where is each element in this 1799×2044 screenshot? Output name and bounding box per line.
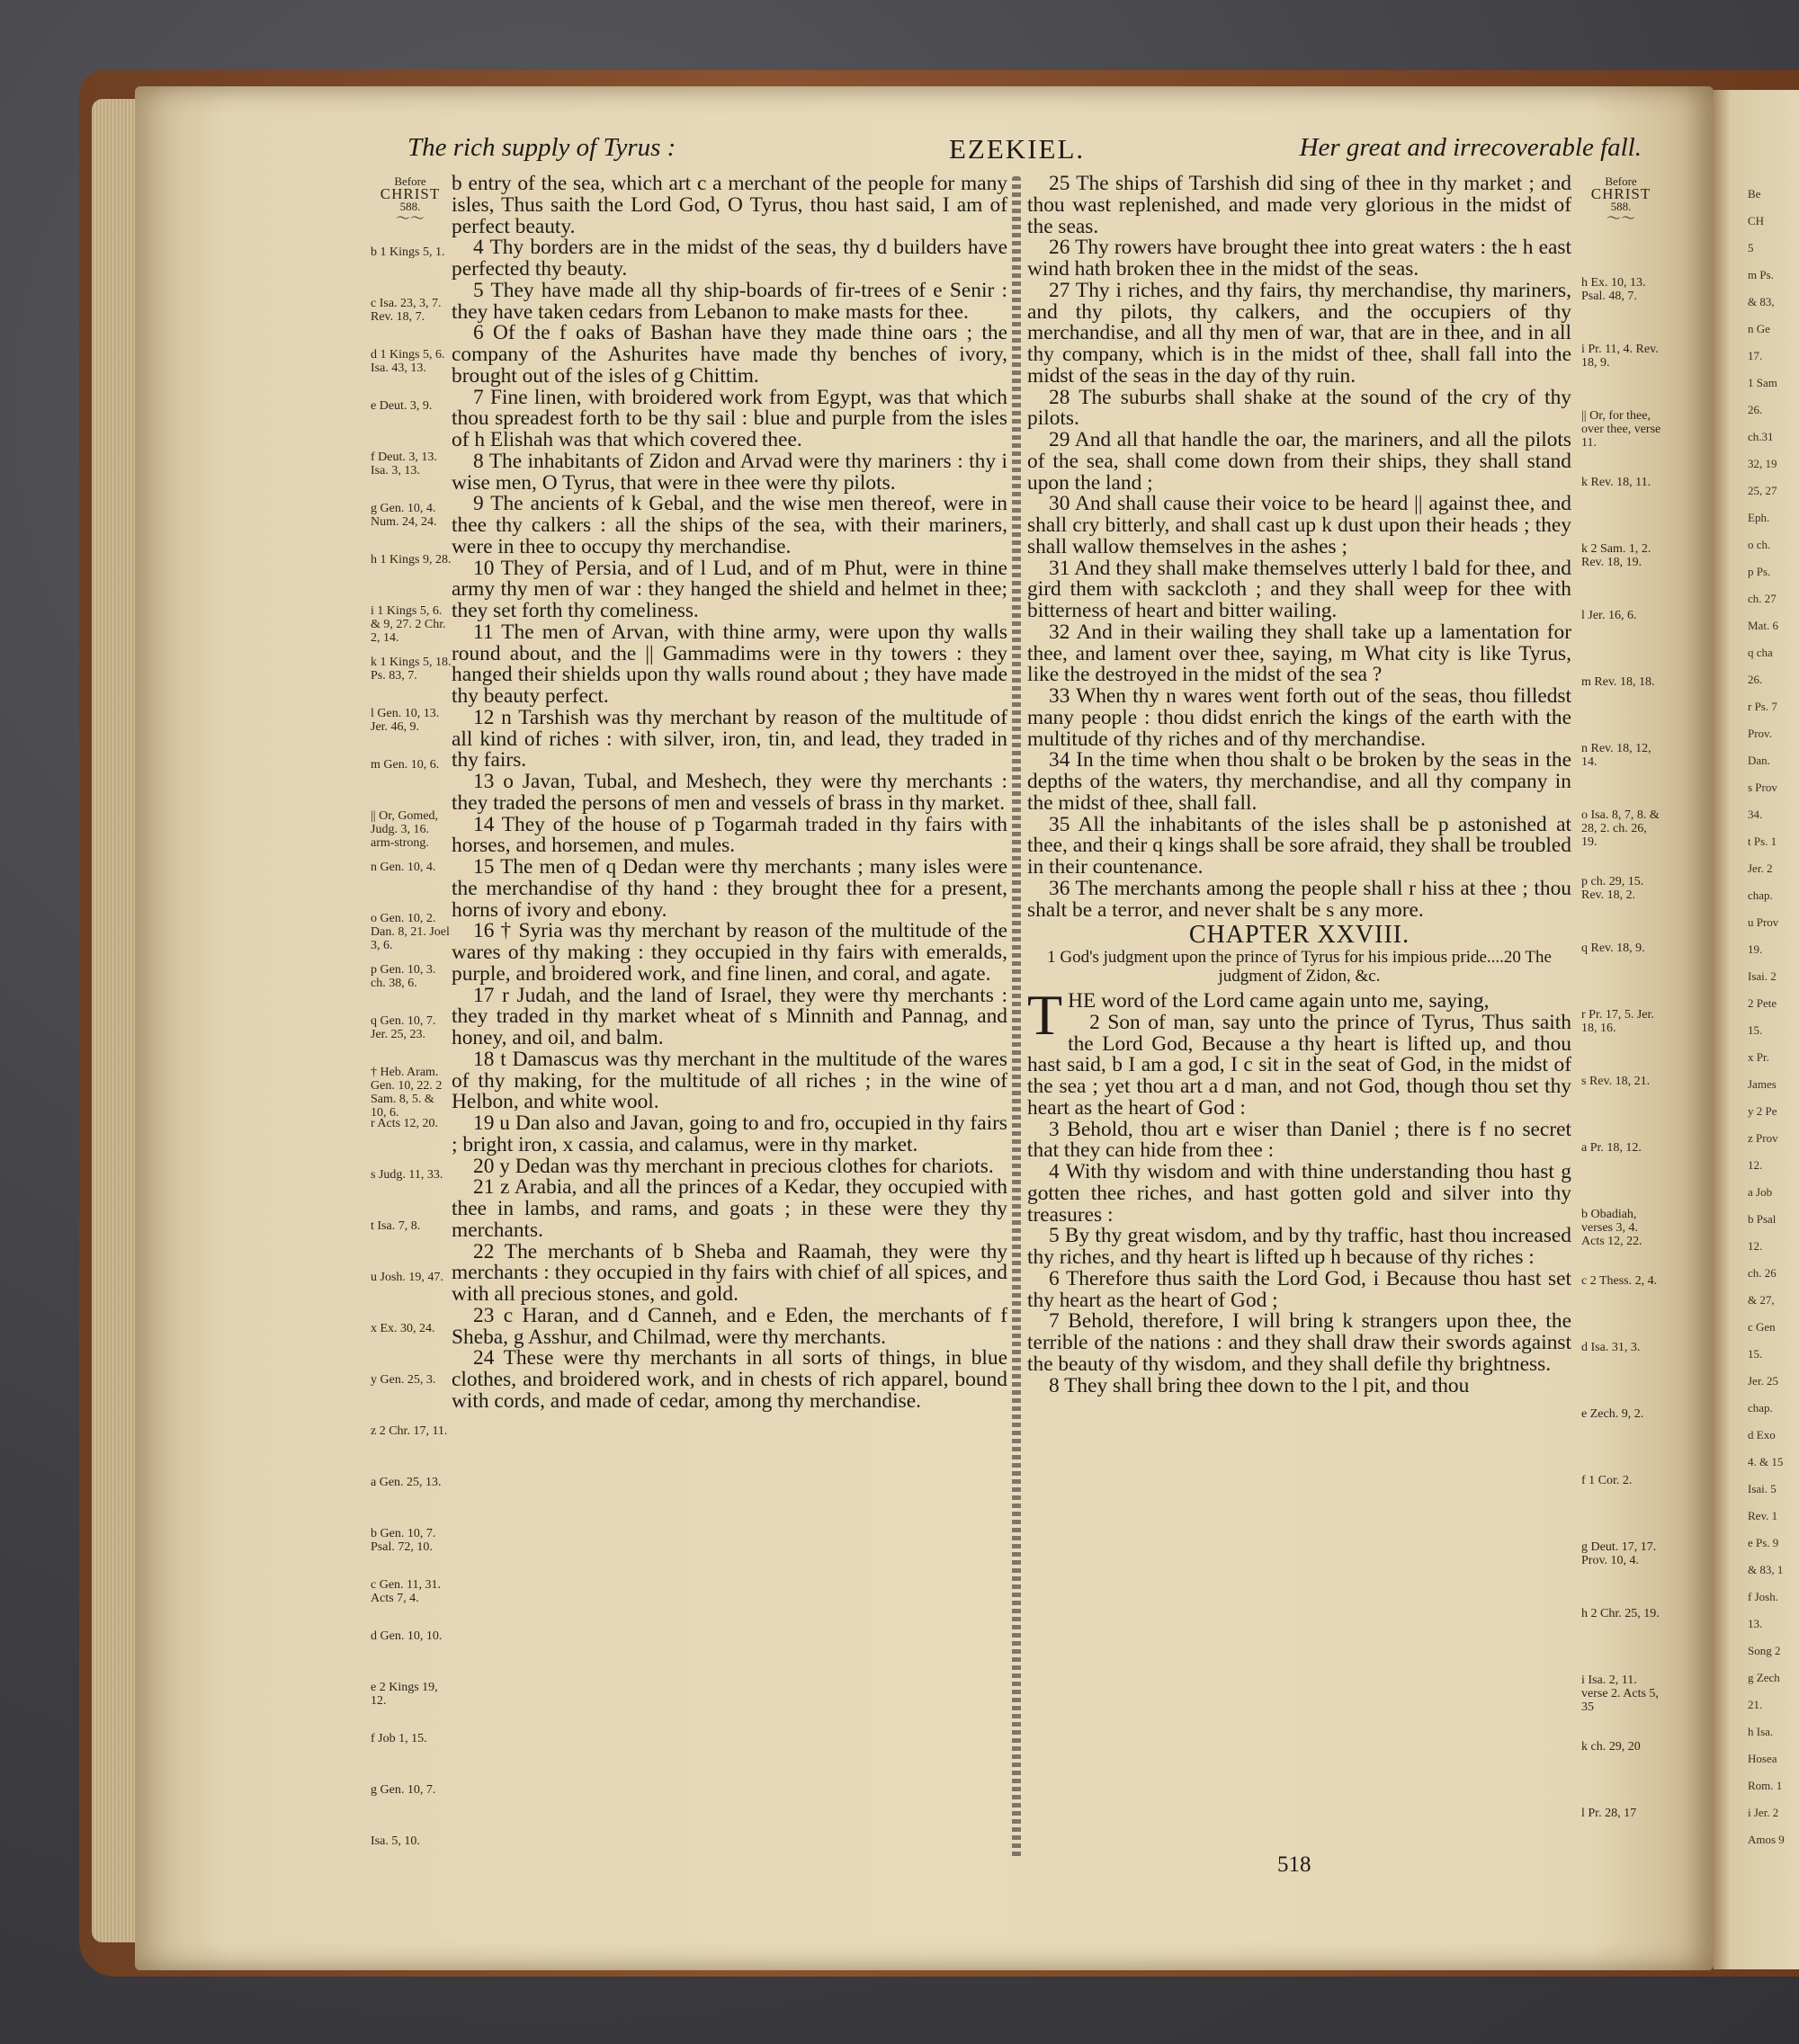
- verse: 27 Thy i riches, and thy fairs, thy merchandise, thy mariners, and thy pilots, thy calkers, and the occupiers of thy merchandise, and all thy men of war, that are in thee, and in all thy company, which is in the midst of thee, shall fall into the midst of the seas in the day of thy ruin.: [1027, 278, 1571, 388]
- verse: 36 The merchants among the people shall r hiss at thee ; thou shalt be a terror, and never shalt be s any more.: [1027, 876, 1571, 922]
- verse: 7 Behold, therefore, I will bring k strangers upon thee, the terrible of the nations : and they shall draw their swords against the beauty of thy wisdom, and they shall defile thy brightness.: [1027, 1309, 1571, 1376]
- left-text-column: [452, 174, 1007, 1413]
- margin-reference: q Gen. 10, 7. Jer. 25, 23.: [371, 1014, 436, 1041]
- margin-reference: o Gen. 10, 2. Dan. 8, 21. Joel 3, 6.: [371, 912, 450, 952]
- next-page-fragment: & 27,: [1748, 1293, 1775, 1307]
- next-page-fragment: Song 2: [1748, 1644, 1781, 1657]
- margin-reference: e Zech. 9, 2.: [1581, 1407, 1644, 1421]
- next-page-fragment: Eph.: [1748, 511, 1770, 524]
- next-page-fragment: 15.: [1748, 1347, 1763, 1361]
- margin-reference: i 1 Kings 5, 6. & 9, 27. 2 Chr. 2, 14.: [371, 604, 446, 645]
- verses-chapter-28: [1027, 1010, 1571, 1397]
- verse: 13 o Javan, Tubal, and Meshech, they were thy merchants : they traded the persons of men and vessels of brass in thy market.: [452, 770, 1007, 815]
- margin-reference: b 1 Kings 5, 1.: [371, 245, 445, 259]
- margin-reference: r Acts 12, 20.: [371, 1117, 439, 1130]
- verse: 26 Thy rowers have brought thee into great waters : the h east wind hath broken thee in the midst of the seas.: [1027, 236, 1571, 281]
- next-page-fragment: y 2 Pe: [1748, 1104, 1777, 1118]
- next-page-fragment: & 83,: [1748, 295, 1775, 308]
- running-title-right: Her great and irrecoverable fall.: [1299, 133, 1642, 162]
- margin-reference: s Rev. 18, 21.: [1581, 1075, 1651, 1088]
- next-page-fragment: Isai. 2: [1748, 969, 1777, 983]
- next-page-fragment: 5: [1748, 241, 1754, 254]
- next-page-fragment: 26.: [1748, 673, 1763, 686]
- next-page-fragment: e Ps. 9: [1748, 1536, 1779, 1549]
- next-page-fragment: 17.: [1748, 349, 1763, 362]
- next-page-fragment: d Exo: [1748, 1428, 1776, 1442]
- margin-reference: q Rev. 18, 9.: [1581, 942, 1645, 955]
- margin-reference: i Isa. 2, 11. verse 2. Acts 5, 35: [1581, 1674, 1659, 1714]
- margin-reference: p Gen. 10, 3. ch. 38, 6.: [371, 963, 436, 990]
- next-page-fragment: h Isa.: [1748, 1725, 1774, 1738]
- margin-reference: d Gen. 10, 10.: [371, 1629, 443, 1643]
- margin-reference: e Deut. 3, 9.: [371, 399, 433, 413]
- next-page-fragment: m Ps.: [1748, 268, 1774, 281]
- verse: 28 The suburbs shall shake at the sound of the cry of thy pilots.: [1027, 385, 1571, 431]
- next-page-fragment: s Prov: [1748, 781, 1777, 794]
- margin-reference: r Pr. 17, 5. Jer. 18, 16.: [1581, 1008, 1654, 1035]
- verse: 29 And all that handle the oar, the mariners, and all the pilots of the sea, shall come down from their ships, they shall stand upon the land ;: [1027, 428, 1571, 495]
- next-page-fragment: p Ps.: [1748, 565, 1771, 578]
- verse: 20 y Dedan was thy merchant in precious clothes for chariots.: [473, 1154, 994, 1178]
- margin-reference: t Isa. 7, 8.: [371, 1219, 421, 1233]
- margin-reference: h 2 Chr. 25, 19.: [1581, 1607, 1660, 1620]
- next-page-fragment: Isai. 5: [1748, 1482, 1777, 1495]
- margin-reference: b Obadiah, verses 3, 4. Acts 12, 22.: [1581, 1208, 1642, 1248]
- chapter-heading: CHAPTER XXVIII.: [1188, 921, 1410, 950]
- margin-reference: Isa. 5, 10.: [371, 1834, 420, 1848]
- margin-reference: s Judg. 11, 33.: [371, 1168, 443, 1182]
- verse: 2 Son of man, say unto the prince of Tyrus, Thus saith the Lord God, Because a thy heart is lifted up, and thou hast said, b I am a god, I c sit in the seat of God, in the midst of the sea ; yet thou art a d man, and not God, though thou set thy heart as the heart of God :: [1027, 1010, 1571, 1120]
- running-header: [400, 133, 1642, 169]
- verse: 21 z Arabia, and all the princes of a Kedar, they occupied with thee in lambs, and rams, and goats ; in these were they thy merchants.: [452, 1175, 1007, 1242]
- margin-reference: k 1 Kings 5, 18. Ps. 83, 7.: [371, 656, 452, 683]
- era-label-left: [371, 175, 450, 226]
- margin-reference: x Ex. 30, 24.: [371, 1322, 435, 1335]
- next-page-fragment: t Ps. 1: [1748, 835, 1777, 848]
- next-page-fragment: o ch.: [1748, 538, 1771, 551]
- verse: 31 And they shall make themselves utterly l bald for thee, and gird them with sackcloth ; and they shall weep for thee with bitterness of heart and bitter wailing.: [1027, 556, 1571, 622]
- margin-reference: m Gen. 10, 6.: [371, 758, 440, 772]
- verses-chapter-27: [1027, 174, 1571, 921]
- next-page-fragment: 25, 27: [1748, 484, 1777, 497]
- next-page-fragment: f Josh.: [1748, 1590, 1778, 1603]
- margin-reference: u Josh. 19, 47.: [371, 1271, 443, 1284]
- verse: b entry of the sea, which art c a merchant of the people for many isles, Thus saith the Lord God, O Tyrus, thou hast said, I am of perfect beauty.: [452, 172, 1007, 238]
- margin-reference: z 2 Chr. 17, 11.: [371, 1424, 448, 1438]
- margin-reference: l Pr. 28, 17: [1581, 1807, 1637, 1820]
- next-page-fragment: CH: [1748, 214, 1765, 228]
- era-label-right: [1581, 175, 1660, 226]
- page-number: 518: [1277, 1852, 1311, 1877]
- next-page-fragment: i Jer. 2: [1748, 1806, 1779, 1819]
- margin-reference: o Isa. 8, 7, 8. & 28, 2. ch. 26, 19.: [1581, 808, 1660, 849]
- margin-reference: k 2 Sam. 1, 2. Rev. 18, 19.: [1581, 542, 1651, 569]
- margin-reference: c 2 Thess. 2, 4.: [1581, 1274, 1658, 1288]
- margin-reference: n Gen. 10, 4.: [371, 861, 436, 874]
- next-page-fragment: Jer. 25: [1748, 1374, 1778, 1388]
- next-page-fragment: c Gen: [1748, 1320, 1776, 1334]
- margin-reference: p ch. 29, 15. Rev. 18, 2.: [1581, 875, 1644, 902]
- era-line: CHRIST: [380, 185, 441, 202]
- next-page-fragment: a Job: [1748, 1185, 1773, 1199]
- verse: 18 t Damascus was thy merchant in the multitude of the wares of thy making, for the multitude of all riches ; in the wine of Helbon, and white wool.: [452, 1047, 1007, 1114]
- margin-reference: l Gen. 10, 13. Jer. 46, 9.: [371, 707, 440, 734]
- era-line: Before: [1605, 174, 1637, 188]
- era-line: CHRIST: [1590, 185, 1651, 202]
- next-page-fragment: 12.: [1748, 1239, 1763, 1253]
- verse: 6 Therefore thus saith the Lord God, i Because thou hast set thy heart as the heart of God ;: [1027, 1266, 1571, 1312]
- margin-reference: c Gen. 11, 31. Acts 7, 4.: [371, 1578, 442, 1605]
- margin-reference: d 1 Kings 5, 6. Isa. 43, 13.: [371, 348, 445, 375]
- verse: 25 The ships of Tarshish did sing of thee in thy market ; and thou wast replenished, and made very glorious in the midst of the seas.: [1027, 172, 1571, 238]
- verse: 7 Fine linen, with broidered work from Egypt, was that which thou spreadest forth to be thy sail : blue and purple from the isles of h Elishah was that which covered thee.: [452, 385, 1007, 451]
- verse: 33 When thy n wares went forth out of the seas, thou filledst many people : thou didst enrich the kings of the earth with the multitude of thy riches and of thy merchandise.: [1027, 684, 1571, 751]
- next-page-fragment: q cha: [1748, 646, 1773, 659]
- next-page-fragment: Jer. 2: [1748, 861, 1773, 875]
- verse: 23 c Haran, and d Canneh, and e Eden, the merchants of f Sheba, g Asshur, and Chilmad, were thy merchants.: [452, 1303, 1007, 1349]
- margin-reference: h Ex. 10, 13. Psal. 48, 7.: [1581, 276, 1646, 303]
- next-page-fragment: chap.: [1748, 1401, 1773, 1415]
- next-page-fragment: & 83, 1: [1748, 1563, 1784, 1576]
- next-page-fragment: Hosea: [1748, 1752, 1777, 1765]
- next-page-fragment: 15.: [1748, 1023, 1763, 1037]
- verse: 6 Of the f oaks of Bashan have they made thine oars ; the company of the Ashurites have made thy benches of ivory, brought out of the isles of g Chittim.: [452, 321, 1007, 388]
- margin-reference: g Gen. 10, 7.: [371, 1783, 436, 1797]
- margin-reference: i Pr. 11, 4. Rev. 18, 9.: [1581, 343, 1659, 370]
- verse: 12 n Tarshish was thy merchant by reason of the multitude of all kind of riches : with silver, iron, tin, and lead, they traded in thy fairs.: [452, 705, 1007, 772]
- verse: 19 u Dan also and Javan, going to and fro, occupied in thy fairs ; bright iron, x cassia, and calamus, were in thy market.: [452, 1111, 1007, 1156]
- verse: 35 All the inhabitants of the isles shall be p astonished at thee, and their q kings shall be sore afraid, they shall be troubled in their countenance.: [1027, 812, 1571, 879]
- next-page-fragment: 32, 19: [1748, 457, 1777, 470]
- verse: 22 The merchants of b Sheba and Raamah, they were thy merchants : they occupied in thy fairs with chief of all spices, and with all precious stones, and gold.: [452, 1239, 1007, 1306]
- era-line: 588.: [1610, 200, 1632, 213]
- verse: 5 They have made all thy ship-boards of fir-trees of e Senir : they have taken cedars from Lebanon to make masts for thee.: [452, 278, 1007, 324]
- next-page-fragment: 13.: [1748, 1617, 1763, 1630]
- ornament-swash: 〜〜: [1606, 211, 1635, 227]
- next-page-fragment: Amos 9: [1748, 1833, 1785, 1846]
- margin-reference: f 1 Cor. 2.: [1581, 1474, 1633, 1487]
- margin-reference: d Isa. 31, 3.: [1581, 1341, 1641, 1354]
- margin-reference: a Gen. 25, 13.: [371, 1476, 442, 1489]
- margin-reference: l Jer. 16, 6.: [1581, 609, 1637, 622]
- verse: 4 With thy wisdom and with thine understanding thou hast g gotten thee riches, and hast gotten gold and silver into thy treasures :: [1027, 1160, 1571, 1227]
- next-page-fragment: Dan.: [1748, 754, 1770, 767]
- next-page-fragment: Rom. 1: [1748, 1779, 1783, 1792]
- chapter-first-verse: [1027, 983, 1571, 1047]
- next-page-fragment: ch. 27: [1748, 592, 1777, 605]
- verse: 10 They of Persia, and of l Lud, and of m Phut, were in thine army thy men of war : they hanged the shield and helmet in thee; they set forth thy comeliness.: [452, 556, 1007, 622]
- next-page-fragment: Prov.: [1748, 727, 1772, 740]
- verse: 8 The inhabitants of Zidon and Arvad were thy mariners : thy i wise men, O Tyrus, that were in thee were thy pilots.: [452, 449, 1007, 495]
- next-page-fragment: u Prov: [1748, 915, 1779, 929]
- next-page-fragment: x Pr.: [1748, 1050, 1769, 1064]
- verse: 4 Thy borders are in the midst of the seas, thy d builders have perfected thy beauty.: [452, 236, 1007, 281]
- next-page-fragment: James: [1748, 1077, 1777, 1091]
- next-page-fragment: r Ps. 7: [1748, 700, 1777, 713]
- first-verse-text: HE word of the Lord came again unto me, saying,: [1068, 989, 1490, 1013]
- margin-reference: b Gen. 10, 7. Psal. 72, 10.: [371, 1527, 436, 1554]
- next-page-fragment: n Ge: [1748, 322, 1770, 335]
- book-name: EZEKIEL.: [949, 133, 1086, 165]
- margin-reference: y Gen. 25, 3.: [371, 1373, 436, 1387]
- next-page-fragment: z Prov: [1748, 1131, 1778, 1145]
- margin-reference: || Or, for thee, over thee, verse 11.: [1581, 409, 1661, 450]
- next-page-fragment: 2 Pete: [1748, 996, 1777, 1010]
- margin-reference: m Rev. 18, 18.: [1581, 675, 1655, 689]
- margin-reference: f Deut. 3, 13. Isa. 3, 13.: [371, 451, 437, 478]
- verse: 11 The men of Arvan, with thine army, were upon thy walls round about, and the || Gammadims were in thy towers : they hanged their shields upon thy walls round about ; they have made thy beauty perfect.: [452, 620, 1007, 708]
- right-margin-references: [1581, 174, 1661, 1820]
- margin-reference: f Job 1, 15.: [371, 1732, 427, 1745]
- column-divider: [1012, 176, 1021, 1858]
- verse: 30 And shall cause their voice to be heard || against thee, and shall cry bitterly, and shall cast up k dust upon their heads ; they shall wallow themselves in the ashes ;: [1027, 492, 1571, 558]
- next-page-fragment: b Psal: [1748, 1212, 1777, 1226]
- margin-reference: || Or, Gomed, Judg. 3, 16. arm-strong.: [371, 809, 439, 850]
- verse: 3 Behold, thou art e wiser than Daniel ; there is f no secret that they can hide from thee :: [1027, 1117, 1571, 1163]
- left-margin-references: [371, 174, 452, 1848]
- next-page-fragment: chap.: [1748, 888, 1773, 902]
- right-text-column: [1027, 174, 1571, 1397]
- margin-reference: c Isa. 23, 3, 7. Rev. 18, 7.: [371, 297, 442, 324]
- verse: 24 These were thy merchants in all sorts of things, in blue clothes, and broidered work, and in chests of rich apparel, bound with cords, and made of cedar, among thy merchandise.: [452, 1346, 1007, 1413]
- next-page-fragment: 26.: [1748, 403, 1763, 416]
- running-title-left: The rich supply of Tyrus :: [407, 133, 676, 162]
- margin-reference: n Rev. 18, 12, 14.: [1581, 742, 1651, 769]
- era-line: 588.: [399, 200, 421, 213]
- next-page-fragment: ch. 26: [1748, 1266, 1777, 1280]
- next-page-fragment: g Zech: [1748, 1671, 1780, 1684]
- next-page-fragment: 12.: [1748, 1158, 1763, 1172]
- ornament-swash: 〜〜: [395, 211, 425, 227]
- era-line: Before: [394, 174, 426, 188]
- next-page-fragment: Be: [1748, 187, 1761, 201]
- next-page-fragment: ch.31: [1748, 430, 1774, 443]
- margin-reference: k ch. 29, 20: [1581, 1740, 1641, 1754]
- next-page-fragment: 1 Sam: [1748, 376, 1777, 389]
- next-page-fragment: 21.: [1748, 1698, 1763, 1711]
- margin-reference: a Pr. 18, 12.: [1581, 1141, 1642, 1155]
- margin-reference: † Heb. Aram. Gen. 10, 22. 2 Sam. 8, 5. & 10, 6.: [371, 1066, 443, 1120]
- verse: 14 They of the house of p Togarmah traded in thy fairs with horses, and horsemen, and mules.: [452, 812, 1007, 858]
- drop-cap: T: [1027, 983, 1063, 1047]
- verse: 5 By thy great wisdom, and by thy traffic, hast thou increased thy riches, and thy heart is lifted up h because of thy riches :: [1027, 1224, 1571, 1269]
- verse: 32 And in their wailing they shall take up a lamentation for thee, and lament over thee, saying, m What city is like Tyrus, like the destroyed in the midst of the sea ?: [1027, 620, 1571, 687]
- verse: 17 r Judah, and the land of Israel, they were thy merchants : they traded in thy market wheat of s Minnith and Pannag, and honey, and oil, and balm.: [452, 983, 1007, 1049]
- margin-reference: e 2 Kings 19, 12.: [371, 1681, 438, 1708]
- next-page-fragment: 4. & 15: [1748, 1455, 1784, 1468]
- next-page-fragment: Rev. 1: [1748, 1509, 1778, 1522]
- verse: 15 The men of q Dedan were thy merchants ; many isles were the merchandise of thy hand : they brought thee for a present, horns of ivory and ebony.: [452, 855, 1007, 922]
- margin-reference: g Deut. 17, 17. Prov. 10, 4.: [1581, 1540, 1657, 1567]
- margin-reference: g Gen. 10, 4. Num. 24, 24.: [371, 502, 437, 529]
- next-page-fragment: 19.: [1748, 942, 1763, 956]
- verse: 8 They shall bring thee down to the l pit, and thou: [1049, 1373, 1470, 1397]
- next-page-fragment: Mat. 6: [1748, 619, 1778, 632]
- next-page-edge: [1714, 90, 1799, 1969]
- next-page-fragment: 34.: [1748, 808, 1763, 821]
- verse: 16 † Syria was thy merchant by reason of the multitude of the wares of thy making : they occupied in thy fairs with emeralds, purple, and broidered work, and fine linen, and coral, and agate.: [452, 919, 1007, 986]
- verse: 34 In the time when thou shalt o be broken by the seas in the depths of the waters, thy merchandise, and all thy company in the midst of thee, shall fall.: [1027, 748, 1571, 815]
- margin-reference: k Rev. 18, 11.: [1581, 476, 1651, 489]
- margin-reference: h 1 Kings 9, 28.: [371, 553, 452, 567]
- chapter-summary: 1 God's judgment upon the prince of Tyrus for his impious pride....20 The judgment of Zidon, &c.: [1047, 948, 1552, 986]
- verse: 9 The ancients of k Gebal, and the wise men thereof, were in thee thy calkers : all the ships of the sea, with their mariners, were in thee to occupy thy merchandise.: [452, 492, 1007, 558]
